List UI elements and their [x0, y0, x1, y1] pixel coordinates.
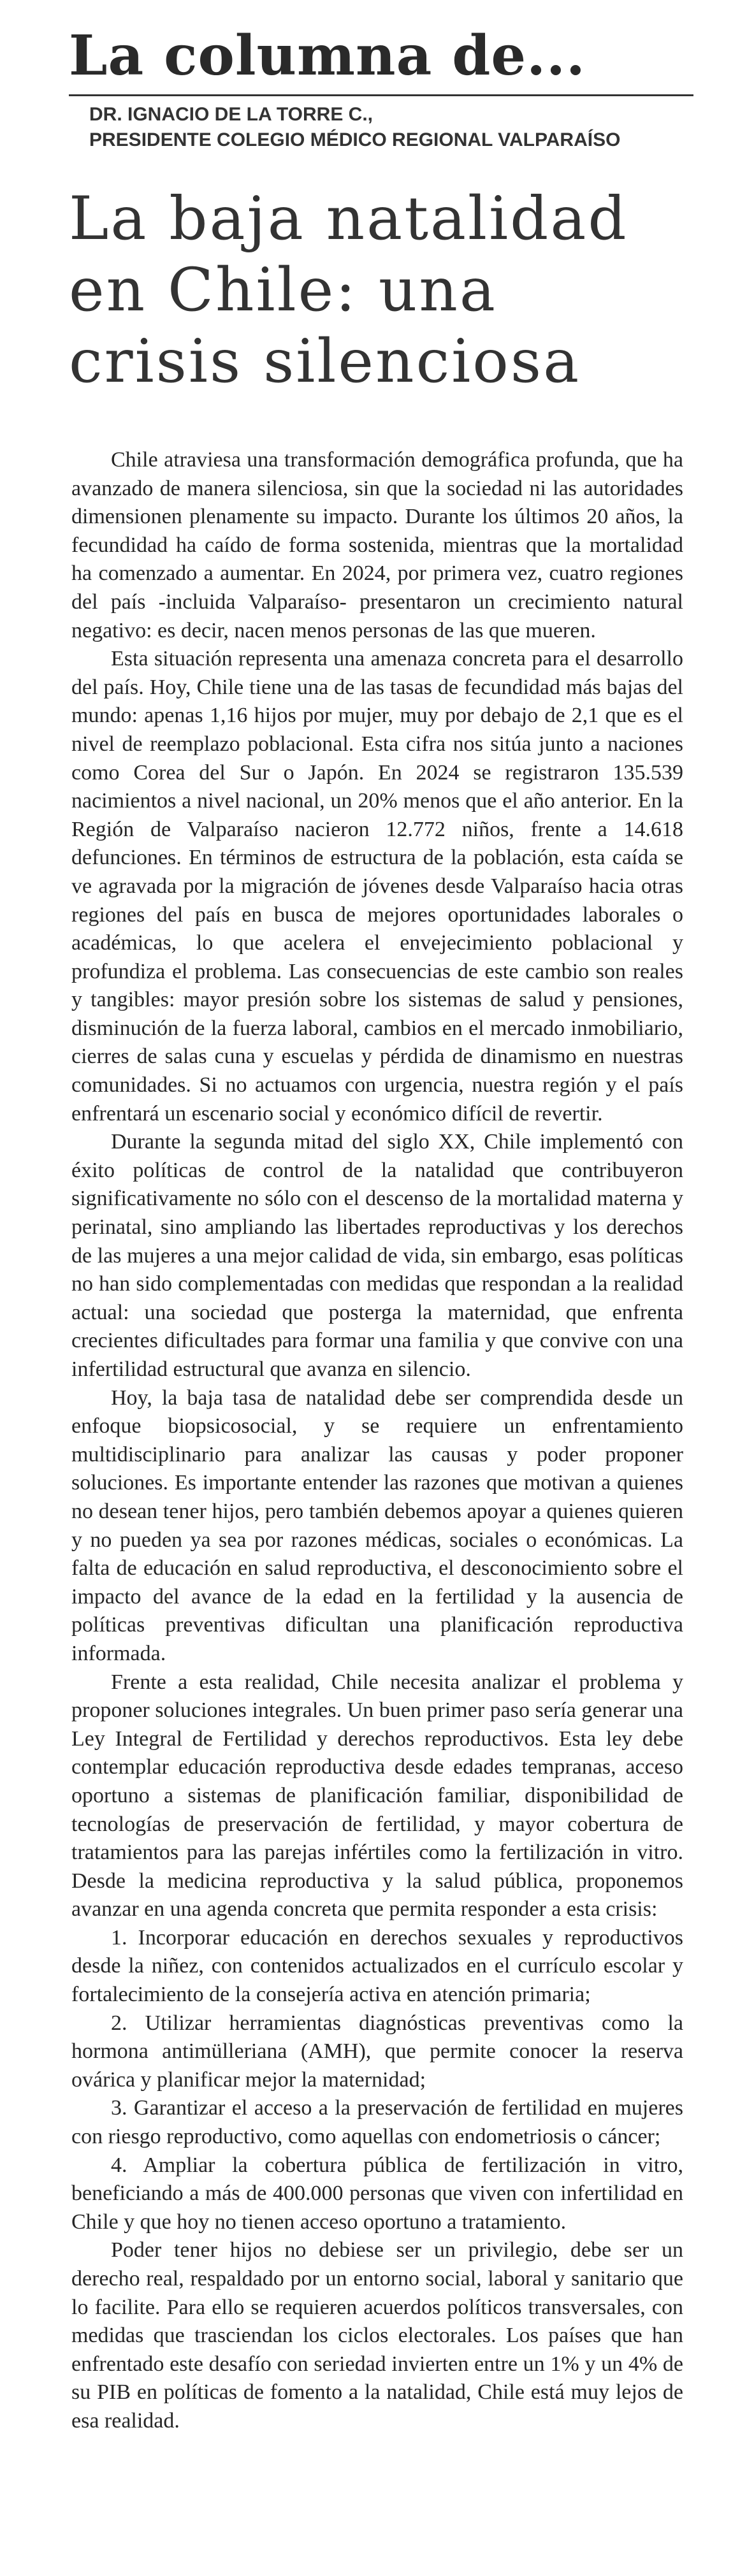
- proposal-item-4: 4. Ampliar la cobertura pública de fertilización in vitro, beneficiando a más de 400.000 personas que viven con infertilidad en Chile y que hoy no tienen acceso oportuno a tratamiento.: [71, 2153, 683, 2234]
- article-headline: [69, 184, 693, 398]
- byline: [89, 102, 688, 153]
- article-paragraph-3: Durante la segunda mitad del siglo XX, Chile implementó con éxito políticas de control de la natalidad que contribuyeron significativamente no sólo con el descenso de la mortalidad materna y perinatal, sino ampliando las libertades reproductivas y los derechos de las mujeres a una mejor calidad de vida, sin embargo, esas políticas no han sido complementadas con medidas que respondan a la realidad actual: una sociedad que posterga la maternidad, que enfrenta crecientes dificultades para formar una familia y que convive con una infertilidad estructural que avanza en silencio.: [71, 1130, 683, 1381]
- article-paragraph-1: Chile atraviesa una transformación demográfica profunda, que ha avanzado de manera silenciosa, sin que la sociedad ni las autoridades dimensionen plenamente su impacto. Durante los últimos 20 años, la fecundidad ha caído de forma sostenida, mientras que la mortalidad ha comenzado a aumentar. En 2024, por primera vez, cuatro regiones del país -incluida Valparaíso- presentaron un crecimiento natural negativo: es decir, nacen menos personas de las que mueren.: [71, 448, 683, 642]
- article-paragraph-5: Frente a esta realidad, Chile necesita analizar el problema y proponer soluciones integrales. Un buen primer paso sería generar una Ley Integral de Fertilidad y derechos reproductivos. Esta ley debe contemplar educación reproductiva desde edades tempranas, acceso oportuno a sistemas de planificación familiar, disponibilidad de tecnologías de preservación de fertilidad, y mayor cobertura de tratamientos para las parejas infértiles como la fertilización in vitro. Desde la medicina reproductiva y la salud pública, proponemos avanzar en una agenda concreta que permita responder a esta crisis:: [71, 1670, 683, 1921]
- section-divider: [69, 94, 693, 96]
- proposal-item-1: 1. Incorporar educación en derechos sexuales y reproductivos desde la niñez, con contenidos actualizados en el currículo escolar y fortalecimiento de la consejería activa en atención primaria;: [71, 1925, 683, 2007]
- column-section-title: La columna de...: [69, 24, 586, 88]
- article-body: [71, 446, 683, 2436]
- headline-line-1: La baja natalidad: [69, 184, 628, 254]
- headline-line-2: en Chile: una: [69, 256, 497, 325]
- headline-line-3: crisis silenciosa: [69, 327, 581, 396]
- proposal-item-2: 2. Utilizar herramientas diagnósticas preventivas como la hormona antimülleriana (AMH), que permite conocer la reserva ovárica y planificar mejor la maternidad;: [71, 2011, 683, 2092]
- article-paragraph-2: Esta situación representa una amenaza concreta para el desarrollo del país. Hoy, Chile tiene una de las tasas de fecundidad más bajas del mundo: apenas 1,16 hijos por mujer, muy por debajo de 2,1 que es el nivel de reemplazo poblacional. Esta cifra nos sitúa junto a naciones como Corea del Sur o Japón. En 2024 se registraron 135.539 nacimientos a nivel nacional, un 20% menos que el año anterior. En la Región de Valparaíso nacieron 12.772 niños, frente a 14.618 defunciones. En términos de estructura de la población, esta caída se ve agravada por la migración de jóvenes desde Valparaíso hacia otras regiones del país en busca de mejores oportunidades laborales o académicas, lo que acelera el envejecimiento poblacional y profundiza el problema. Las consecuencias de este cambio son reales y tangibles: mayor presión sobre los sistemas de salud y pensiones, disminución de la fuerza laboral, cambios en el mercado inmobiliario, cierres de salas cuna y escuelas y pérdida de dinamismo en nuestras comunidades. Si no actuamos con urgencia, nuestra región y el país enfrentará un escenario social y económico difícil de revertir.: [71, 647, 683, 1125]
- article-paragraph-6: Poder tener hijos no debiese ser un privilegio, debe ser un derecho real, respaldado por un entorno social, laboral y sanitario que lo facilite. Para ello se requieren acuerdos políticos transversales, con medidas que trasciendan los ciclos electorales. Los países que han enfrentado este desafío con seriedad invierten entre un 1% y un 4% de su PIB en políticas de fomento a la natalidad, Chile está muy lejos de esa realidad.: [71, 2238, 683, 2433]
- author-role: PRESIDENTE COLEGIO MÉDICO REGIONAL VALPARAÍSO: [89, 129, 621, 150]
- proposal-item-3: 3. Garantizar el acceso a la preservación de fertilidad en mujeres con riesgo reproductivo, como aquellas con endometriosis o cáncer;: [71, 2096, 683, 2149]
- article-paragraph-4: Hoy, la baja tasa de natalidad debe ser comprendida desde un enfoque biopsicosocial, y se requiere un enfrentamiento multidisciplinario para analizar las causas y poder proponer soluciones. Es importante entender las razones que motivan a quienes no desean tener hijos, pero también debemos apoyar a quienes quieren y no pueden ya sea por razones médicas, sociales o económicas. La falta de educación en salud reproductiva, el desconocimiento sobre el impacto del avance de la edad en la fertilidad y la ausencia de políticas preventivas dificultan una planificación reproductiva informada.: [71, 1386, 683, 1665]
- author-name: DR. IGNACIO DE LA TORRE C.,: [89, 104, 374, 125]
